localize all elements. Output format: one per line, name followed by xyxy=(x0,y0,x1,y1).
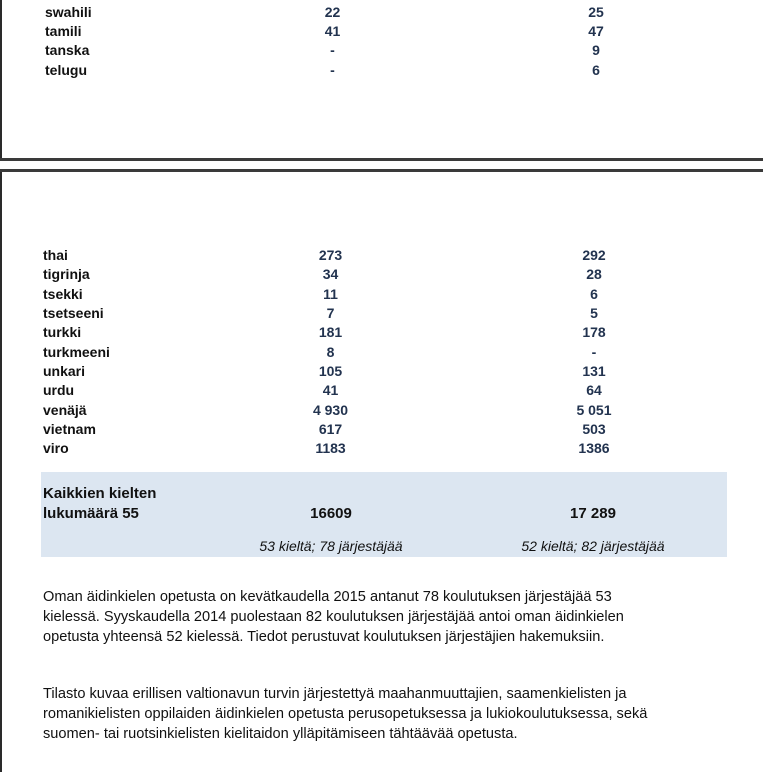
table-row xyxy=(43,402,733,421)
value-2015: 11 xyxy=(323,286,338,302)
total-label xyxy=(43,484,156,524)
language-name: venäjä xyxy=(43,402,87,418)
language-name: unkari xyxy=(43,363,86,379)
table-row xyxy=(43,305,733,324)
language-name: vietnam xyxy=(43,421,96,437)
value-2014: 178 xyxy=(582,324,606,340)
table-row xyxy=(43,344,733,363)
language-name: tsekki xyxy=(43,286,83,302)
language-name: tamili xyxy=(45,23,82,39)
paragraph-line: opetusta yhteensä 52 kielessä. Tiedot perustuvat koulutuksen järjestäjien hakemuksiin. xyxy=(43,629,605,645)
table-row xyxy=(45,62,735,81)
paragraph-description xyxy=(43,684,733,744)
table-row xyxy=(43,382,733,401)
table-row xyxy=(43,421,733,440)
table-row xyxy=(43,324,733,343)
table-row xyxy=(43,440,733,459)
table-row xyxy=(43,286,733,305)
language-name: tanska xyxy=(45,42,90,58)
total-note-2014: 52 kieltä; 82 järjestäjää xyxy=(521,538,665,554)
language-name: tsetseeni xyxy=(43,305,104,321)
language-name: swahili xyxy=(45,4,92,20)
value-2015: 7 xyxy=(326,305,335,321)
value-2014: 503 xyxy=(582,421,606,437)
table-row xyxy=(45,42,735,61)
value-2014: 64 xyxy=(586,382,602,398)
paragraph-line: Oman äidinkielen opetusta on kevätkaudella 2015 antanut 78 koulutuksen järjestäjää 53 xyxy=(43,589,612,605)
language-name: thai xyxy=(43,247,68,263)
value-2015: 1183 xyxy=(315,440,346,456)
value-2014: 131 xyxy=(582,363,606,379)
value-2015: 273 xyxy=(318,247,343,263)
language-name: turkmeeni xyxy=(43,344,110,360)
value-2015: 4 930 xyxy=(312,402,349,418)
total-value-2014: 17 289 xyxy=(570,505,616,522)
total-summary xyxy=(41,472,727,557)
language-name: tigrinja xyxy=(43,266,90,282)
value-2015: - xyxy=(330,42,335,58)
value-2014: 1386 xyxy=(578,440,610,456)
table-row xyxy=(45,23,735,42)
value-2015: 181 xyxy=(318,324,343,340)
value-2015: - xyxy=(330,62,335,78)
value-2014: 6 xyxy=(592,62,600,78)
table-row xyxy=(45,4,735,23)
value-2014: 6 xyxy=(590,286,598,302)
value-2015: 41 xyxy=(322,382,339,398)
table-row xyxy=(43,266,733,285)
language-name: urdu xyxy=(43,382,75,398)
page-top xyxy=(0,0,763,158)
value-2014: 25 xyxy=(588,4,604,20)
value-2015: 105 xyxy=(318,363,343,379)
value-2015: 617 xyxy=(318,421,343,437)
table-row xyxy=(43,363,733,382)
paragraph-summary xyxy=(43,587,733,647)
value-2015: 8 xyxy=(326,344,335,360)
value-2015: 34 xyxy=(322,266,339,282)
total-label-line1: Kaikkien kielten xyxy=(43,485,157,502)
page-break xyxy=(0,158,763,172)
paragraph-line: kielessä. Syyskaudella 2014 puolestaan 82 koulutuksen järjestäjää antoi oman äidinkielen xyxy=(43,609,624,625)
total-value-2015: 16609 xyxy=(310,505,352,522)
value-2014: 47 xyxy=(588,23,604,39)
paragraph-line: suomen- tai ruotsinkielisten kielitaidon ylläpitämiseen tähtäävää opetusta. xyxy=(43,726,518,742)
language-name: telugu xyxy=(45,62,87,78)
language-name: viro xyxy=(43,440,69,456)
paragraph-line: Tilasto kuvaa erillisen valtionavun turvin järjestettyä maahanmuuttajien, saamenkielisten ja xyxy=(43,686,627,702)
value-2014: 5 xyxy=(590,305,598,321)
table-row xyxy=(43,247,733,266)
value-2014: 292 xyxy=(582,247,606,263)
total-note-2015: 53 kieltä; 78 järjestäjää xyxy=(259,538,403,554)
value-2014: 5 051 xyxy=(576,402,612,418)
value-2014: 9 xyxy=(592,42,600,58)
value-2014: 28 xyxy=(586,266,602,282)
value-2015: 41 xyxy=(324,23,341,39)
value-2014: - xyxy=(591,344,597,360)
language-name: turkki xyxy=(43,324,82,340)
paragraph-line: romanikielisten oppilaiden äidinkielen opetusta perusopetuksessa ja lukiokoulutuksessa, sekä xyxy=(43,706,648,722)
value-2015: 22 xyxy=(324,4,341,20)
total-label-line2: lukumäärä 55 xyxy=(43,505,139,522)
